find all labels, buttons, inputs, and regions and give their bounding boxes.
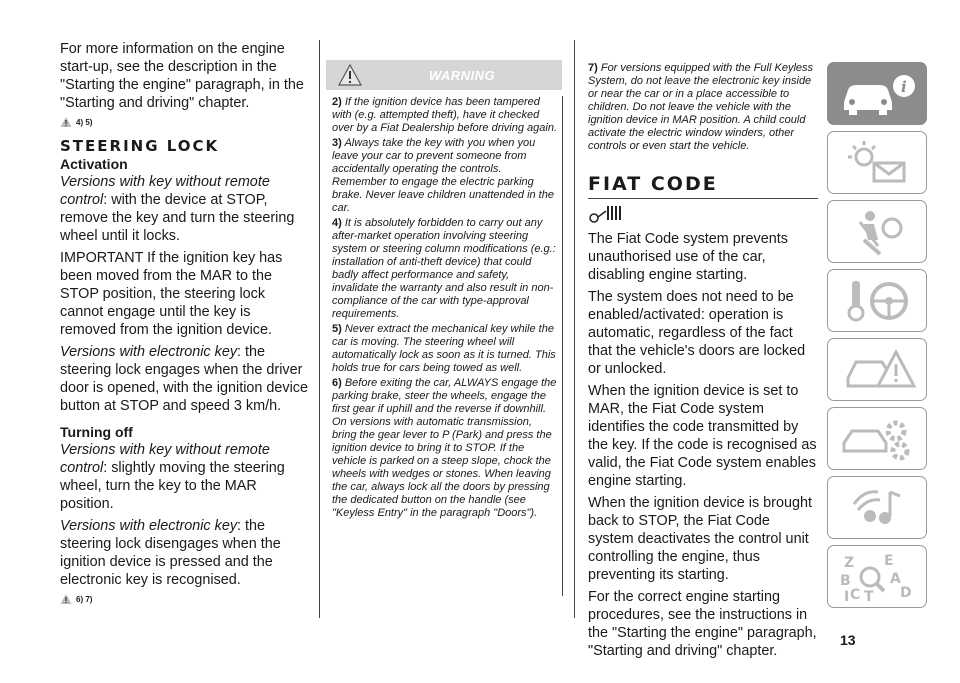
version-label: Versions with electronic key xyxy=(60,518,238,534)
tab-safety[interactable] xyxy=(827,200,927,263)
turning-off-keyless-paragraph xyxy=(60,441,308,513)
car-info-icon xyxy=(834,68,920,120)
warning-title: WARNING xyxy=(428,67,496,83)
column-divider xyxy=(319,40,320,618)
index-letter: D xyxy=(900,584,912,601)
warning-item: 4) It is absolutely forbidden to carry out any after-market operation involving steering system or steering column modifications (e.g.: installation of anti-theft device) that could badly affect performance and safety, invalidate the warranty and also result in non-compliance of the car with type-approval requirements. xyxy=(332,217,556,320)
version-label: Versions with key without remote control xyxy=(60,442,270,476)
tab-warning-lights[interactable] xyxy=(827,131,927,194)
tab-multimedia[interactable] xyxy=(827,476,927,539)
section-rule xyxy=(588,198,818,199)
index-letter: E xyxy=(884,552,894,569)
fiat-code-paragraph: The Fiat Code system prevents unauthorised use of the car, disabling engine starting. xyxy=(588,231,788,283)
index-icon xyxy=(834,551,920,603)
heading-activation: Activation xyxy=(60,156,128,172)
activation-electronic-paragraph xyxy=(60,343,308,415)
version-text: : slightly moving the steering wheel, turn the key to the MAR position. xyxy=(60,460,285,512)
tab-car-info[interactable] xyxy=(827,62,927,125)
warning-items xyxy=(326,90,562,520)
fiat-code-key-icon xyxy=(588,203,624,225)
refs-text: 4) 5) xyxy=(76,117,93,127)
index-letter: T xyxy=(864,588,874,603)
index-letter: I xyxy=(844,588,850,603)
warning-box xyxy=(326,60,562,590)
warning-triangle-icon xyxy=(60,116,72,128)
fiat-code-paragraph: For the correct engine starting procedures, see the instructions in the "Starting the engine" paragraph, "Starting and driving" chapter. xyxy=(588,589,817,659)
chapter-tabs xyxy=(827,62,927,614)
index-letter: Z xyxy=(844,554,855,571)
warning-item: 6) Before exiting the car, ALWAYS engage the parking brake, steer the wheels, engage the first gear if uphill and the reverse if downhill. On versions with automatic transmission, bring the gear lever to P (Park) and press the ignition device to bring it to STOP. If the vehicle is parked on a steep slope, chock the wheels with wedges or stones. When leaving the car, always lock all the doors by pressing the dedicated button on the handle (see "Keyless Entry" in the paragraph "Doors"). xyxy=(332,377,557,519)
tab-maintenance[interactable] xyxy=(827,407,927,470)
warning-box-border xyxy=(562,96,563,596)
warning-item: 2) If the ignition device has been tampered with (e.g. attempted theft), have it checked over by a Fiat Dealership before driving again. xyxy=(332,96,558,134)
turning-off-electronic-paragraph xyxy=(60,517,308,589)
heading-turning-off: Turning off xyxy=(60,424,133,440)
warning-item: 5) Never extract the mechanical key while the car is moving. The steering wheel will automatically lock as soon as it is turned. This holds true for cars being towed as well. xyxy=(332,323,556,374)
intro-paragraph: For more information on the engine start-up, see the description in the "Starting the engine" paragraph, in the "Starting and driving" chapter. xyxy=(60,41,304,111)
warning-item-continued: 7) For versions equipped with the Full Keyless System, do not leave the electronic key inside or near the car or in a place accessible to children. Do not leave the vehicle with the ignition device in MAR position. A child could activate the electric window winders, other controls or even start the vehicle. xyxy=(588,62,814,152)
column-divider xyxy=(574,40,575,618)
fiat-code-paragraph: The system does not need to be enabled/activated: operation is automatic, regardless of the fact that the vehicle's doors are locked or unlocked. xyxy=(588,289,806,377)
multimedia-icon xyxy=(834,482,920,534)
left-column xyxy=(60,40,308,607)
right-column xyxy=(588,40,818,660)
version-text: : the steering lock engages when the driver door is opened, with the ignition device button at STOP and speed 3 km/h. xyxy=(60,344,308,414)
maintenance-icon xyxy=(834,413,920,465)
version-label: Versions with electronic key xyxy=(60,344,238,360)
index-letter: A xyxy=(890,570,901,587)
version-text: : the steering lock disengages when the ignition device is pressed and the electronic key is recognised. xyxy=(60,518,281,588)
warning-triangle-icon xyxy=(338,64,362,86)
starting-driving-icon xyxy=(834,275,920,327)
tab-starting-driving[interactable] xyxy=(827,269,927,332)
warning-lights-icon xyxy=(834,137,920,189)
index-letter: C xyxy=(850,586,861,603)
page-number: 13 xyxy=(840,632,856,648)
warning-refs-top xyxy=(60,114,308,130)
version-label: Versions with key without remote control xyxy=(60,174,270,208)
tab-emergency[interactable] xyxy=(827,338,927,401)
tab-index[interactable] xyxy=(827,545,927,608)
warning-item: 3) Always take the key with you when you leave your car to prevent someone from accidentally operating the controls. Remember to engage the electric parking brake. Never leave children unattended in the car. xyxy=(332,137,554,214)
airbag-safety-icon xyxy=(834,206,920,258)
warning-triangle-icon xyxy=(60,593,72,605)
activation-keyless-paragraph xyxy=(60,173,308,245)
section-title-steering-lock: STEERING LOCK xyxy=(60,137,220,155)
warning-refs-bottom xyxy=(60,591,308,607)
important-paragraph: IMPORTANT If the ignition key has been moved from the MAR to the STOP position, the steering lock cannot engage until the key is removed from the ignition device. xyxy=(60,250,283,338)
emergency-icon xyxy=(834,344,920,396)
fiat-code-paragraph: When the ignition device is set to MAR, the Fiat Code system identifies the code transmitted by the key. If the code is recognised as valid, the Fiat Code system enables engine starting. xyxy=(588,383,817,489)
section-title-fiat-code: FIAT CODE xyxy=(588,173,718,195)
fiat-code-paragraph: When the ignition device is brought back to STOP, the Fiat Code system deactivates the control unit controlling the engine, thus preventing its starting. xyxy=(588,495,812,583)
version-text: : with the device at STOP, remove the key and turn the steering wheel until it locks. xyxy=(60,192,295,244)
warning-header xyxy=(326,60,562,90)
svg-text:i: i xyxy=(901,77,907,96)
refs-text: 6) 7) xyxy=(76,594,93,604)
index-letter: B xyxy=(840,572,851,589)
